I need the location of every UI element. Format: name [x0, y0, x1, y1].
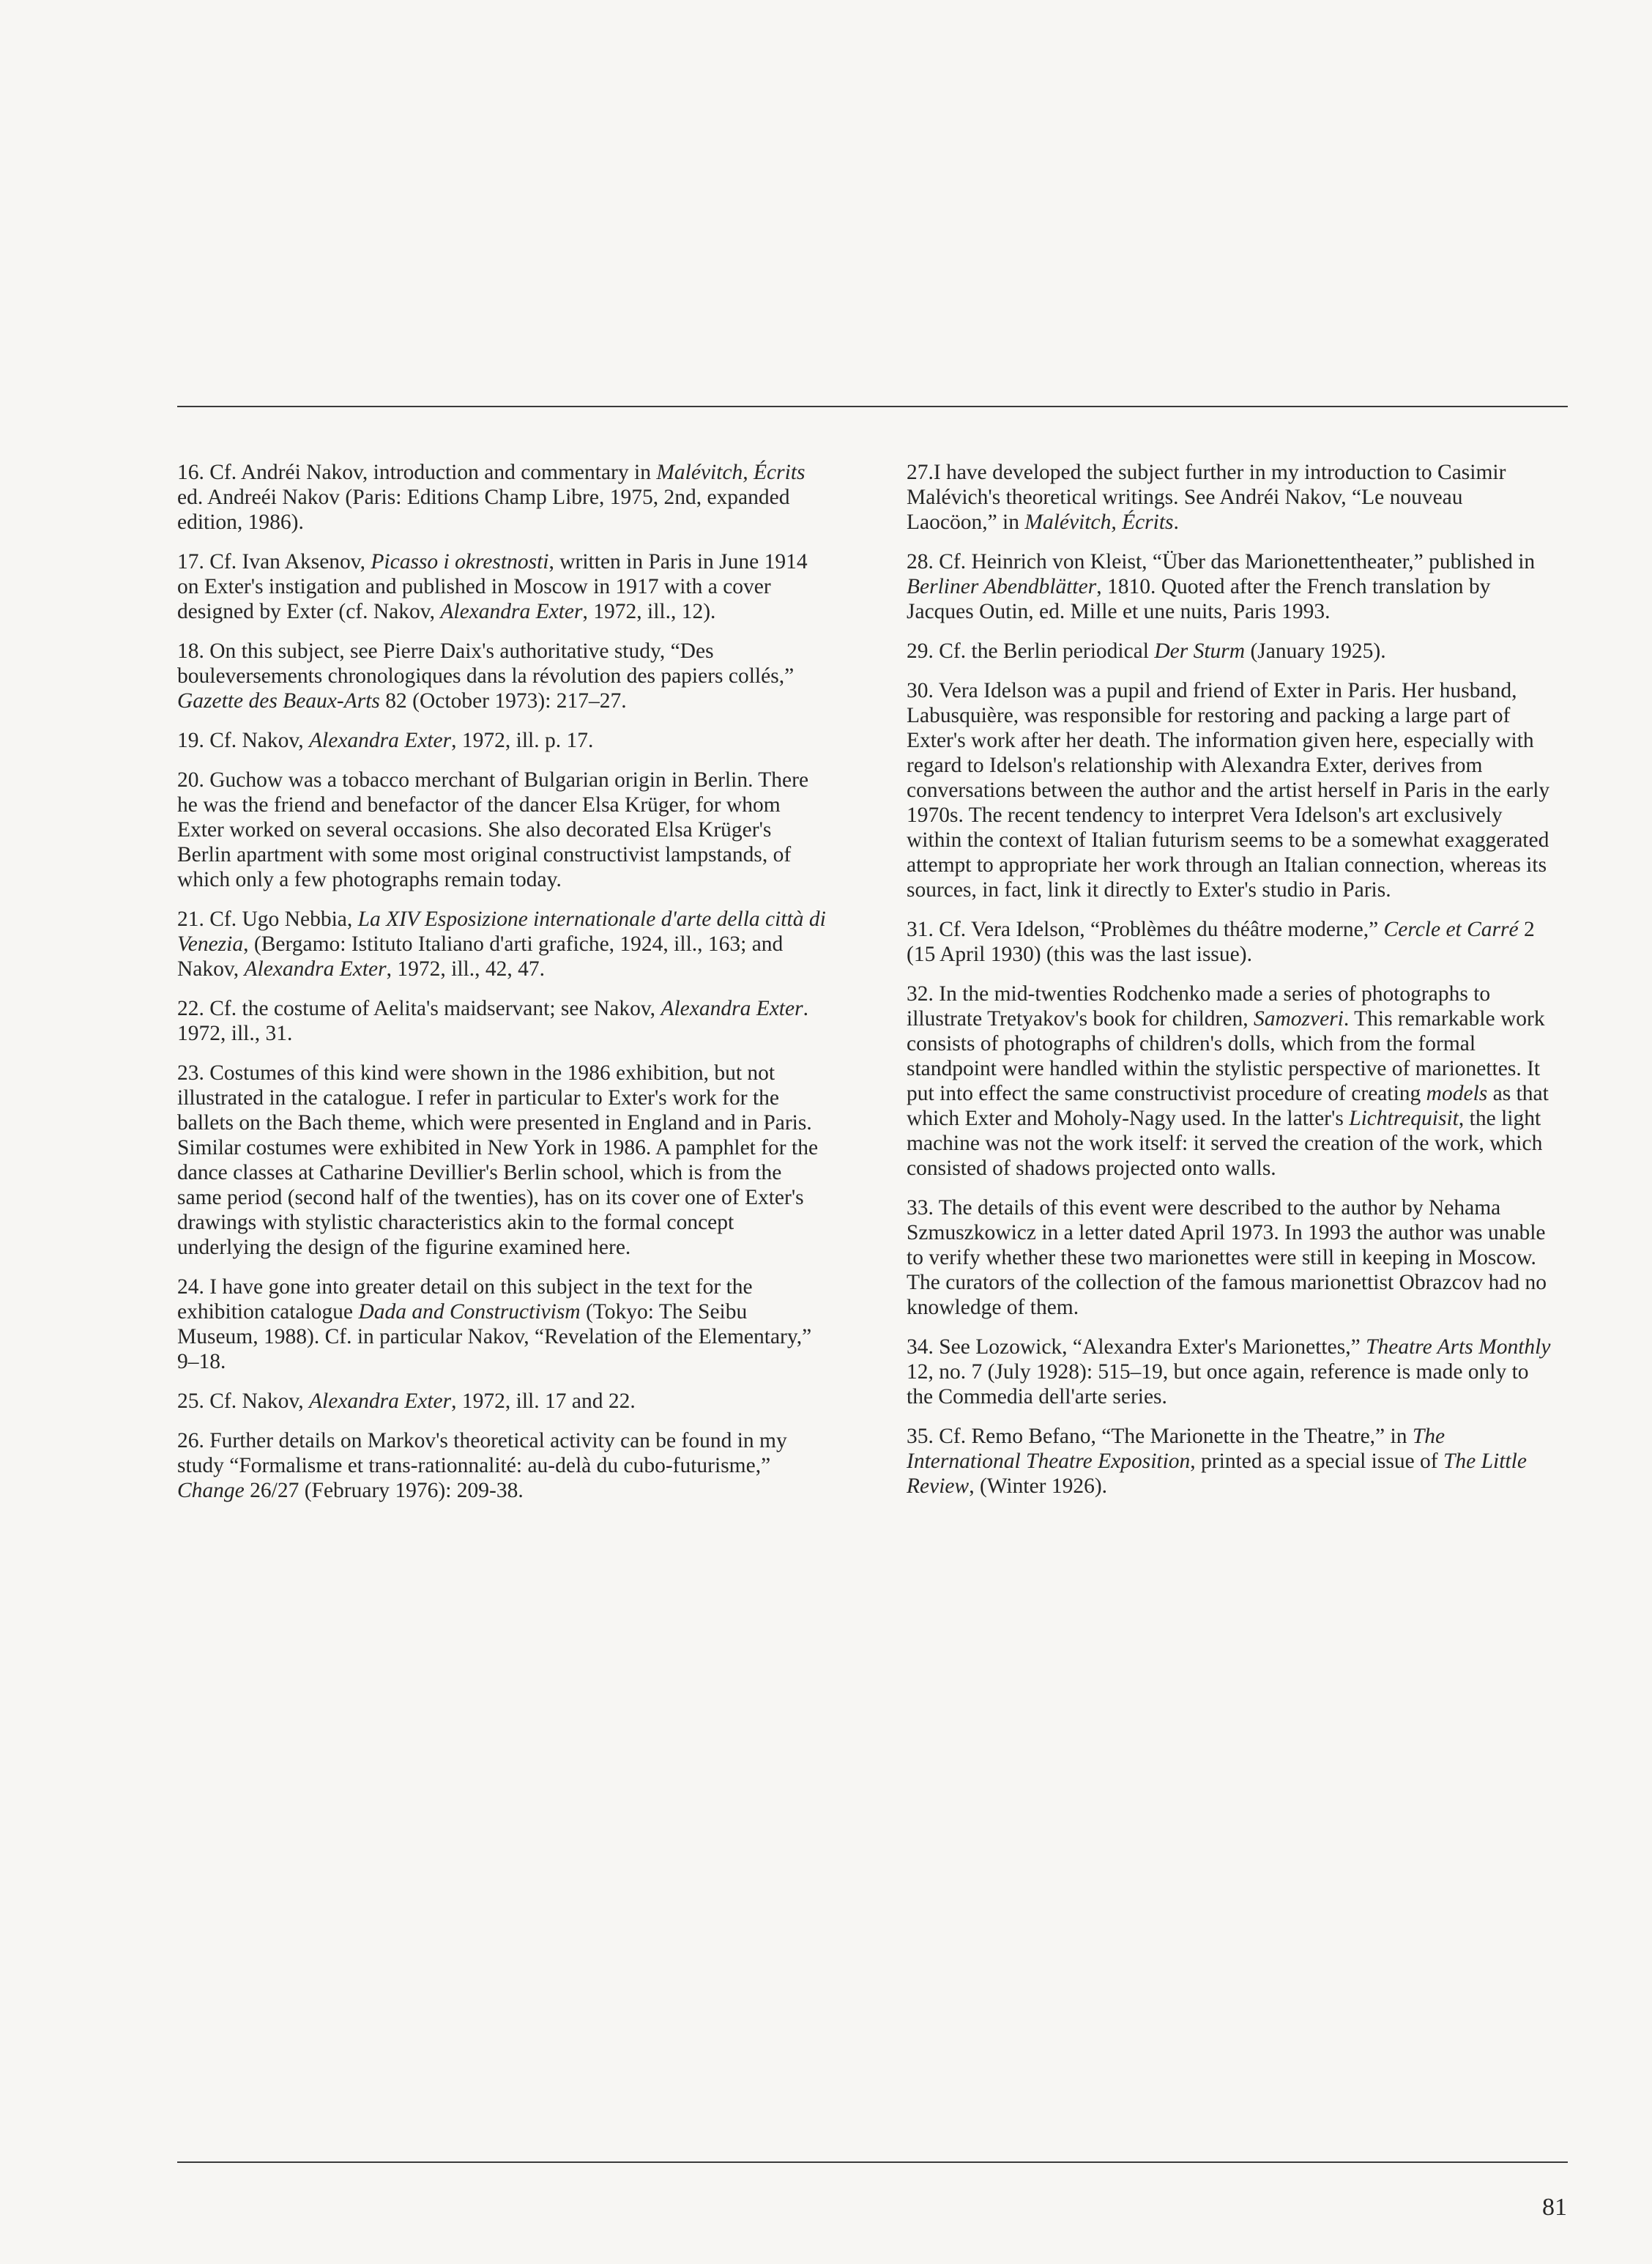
footnote-text: (Tokyo: The Seibu Museum, 1988). Cf. in particular Nakov, “Revelation of the Elementary,” 9–18. [177, 1300, 812, 1373]
footnote-text: , 1972, ill., 42, 47. [386, 957, 545, 981]
footnote-text: 27.I have developed the subject further in my introduction to Casimir Malévich's theoretical writings. See Andréi Nakov, “Le nouveau Laocöon,” in [907, 461, 1506, 534]
footnote-19 [177, 728, 829, 753]
notes-column-right [907, 460, 1558, 1513]
footnote-24 [177, 1274, 829, 1374]
footnote-text: 16. Cf. Andréi Nakov, introduction and commentary in [177, 461, 657, 484]
footnote-title-italic: Malévitch, Écrits [656, 461, 805, 484]
footnote-text: (January 1925). [1245, 639, 1386, 663]
footnote-text: 17. Cf. Ivan Aksenov, [177, 550, 371, 574]
footnote-text: 29. Cf. the Berlin periodical [907, 639, 1155, 663]
footnote-text: 19. Cf. Nakov, [177, 729, 309, 752]
footnote-23 [177, 1061, 829, 1260]
footnote-34 [907, 1335, 1558, 1409]
footnote-text: as that which Exter and Moholy-Nagy used. In the latter's [907, 1082, 1549, 1130]
footnote-title-italic: Picasso i okrestnosti [371, 550, 549, 574]
footnote-text: , (Bergamo: Istituto Italiano d'arti grafiche, 1924, ill., 163; and Nakov, [177, 932, 784, 981]
footnote-text: . This remarkable work consists of photographs of children's dolls, which from the formal standpoint were handled within the stylistic perspective of marionettes. It put into effect the same constructivist procedure of creating [907, 1007, 1545, 1105]
footnote-title-italic: Lichtrequisit [1349, 1107, 1459, 1130]
footnote-18 [177, 639, 829, 713]
footnote-title-italic: Der Sturm [1154, 639, 1246, 663]
footnote-28 [907, 549, 1558, 624]
footnote-text: , written in Paris in June 1914 on Exter's instigation and published in Moscow in 1917 with a cover designed by Exter (cf. Nakov, [177, 550, 808, 623]
footnote-30 [907, 678, 1558, 902]
footnote-text: 35. Cf. Remo Befano, “The Marionette in the Theatre,” in [907, 1425, 1413, 1448]
footnote-text: 31. Cf. Vera Idelson, “Problèmes du théâtre moderne,” [907, 918, 1384, 941]
footnote-text: 21. Cf. Ugo Nebbia, [177, 908, 358, 931]
top-rule [177, 406, 1568, 407]
footnote-title-italic: Theatre Arts Monthly [1366, 1335, 1551, 1359]
footnote-text: 26. Further details on Markov's theoretical activity can be found in my study “Formalisme et trans-rationnalité: au-delà du cubo-futurisme,” [177, 1429, 787, 1477]
footnote-20 [177, 768, 829, 892]
footnote-31 [907, 917, 1558, 967]
footnote-title-italic: Change [177, 1479, 245, 1502]
footnote-29 [907, 639, 1558, 664]
footnote-title-italic: Alexandra Exter [440, 600, 583, 623]
footnote-title-italic: The Little Review [907, 1450, 1527, 1498]
footnote-25 [177, 1389, 829, 1414]
footnote-35 [907, 1424, 1558, 1499]
footnote-text: , 1972, ill., 12). [582, 600, 716, 623]
footnote-title-italic: La XIV Esposizione internationale d'arte della città di Venezia [177, 908, 826, 956]
footnote-text: 23. Costumes of this kind were shown in the 1986 exhibition, but not illustrated in the catalogue. I refer in particular to Exter's work for the ballets on the Bach theme, which were presented in England and in Paris. Similar costumes were exhibited in New York in 1986. A pamphlet for the dance classes at Catharine Devillier's Berlin school, which is from the same period (second half of the twenties), has on its cover one of Exter's drawings with stylistic characteristics akin to the formal concept underlying the design of the figurine examined here. [177, 1061, 819, 1259]
footnote-text: 18. On this subject, see Pierre Daix's authoritative study, “Des bouleversements chronologiques dans la révolution des papiers collés,” [177, 639, 795, 688]
footnote-text: 82 (October 1973): 217–27. [379, 689, 627, 713]
footnote-title-italic: Berliner Abendblätter [907, 575, 1097, 598]
footnote-17 [177, 549, 829, 624]
footnote-text: 2 (15 April 1930) (this was the last issue). [907, 918, 1535, 966]
footnote-title-italic: Malévitch, Écrits [1024, 511, 1174, 534]
footnote-text: 34. See Lozowick, “Alexandra Exter's Marionettes,” [907, 1335, 1366, 1359]
footnote-title-italic: Dada and Constructivism [358, 1300, 581, 1324]
bottom-rule [177, 2161, 1568, 2163]
footnote-title-italic: Samozveri [1253, 1007, 1344, 1031]
footnote-text: , 1810. Quoted after the French translation by Jacques Outin, ed. Mille et une nuits, Paris 1993. [907, 575, 1491, 623]
footnote-text: . [1173, 511, 1179, 534]
footnote-title-italic: The International Theatre Exposition [907, 1425, 1446, 1473]
footnote-title-italic: Alexandra Exter [661, 997, 803, 1020]
notes-column-left [177, 460, 829, 1518]
footnote-text: , (Winter 1926). [969, 1474, 1108, 1498]
footnote-26 [177, 1428, 829, 1503]
footnote-text: 33. The details of this event were described to the author by Nehama Szmuszkowicz in a letter dated April 1973. In 1993 the author was unable to verify whether these two marionettes were still in keeping in Moscow. The curators of the collection of the famous marionettist Obrazcov had no knowledge of them. [907, 1196, 1547, 1319]
footnote-text: , 1972, ill. 17 and 22. [451, 1389, 636, 1413]
footnote-title-italic: Cercle et Carré [1383, 918, 1519, 941]
footnote-text: , the light machine was not the work itself: it served the creation of the work, which consisted of shadows projected onto walls. [907, 1107, 1543, 1180]
footnote-text: . 1972, ill., 31. [177, 997, 808, 1045]
footnote-text: 32. In the mid-twenties Rodchenko made a series of photographs to illustrate Tretyakov's book for children, [907, 982, 1491, 1031]
footnote-text: 30. Vera Idelson was a pupil and friend of Exter in Paris. Her husband, Labusquière, was responsible for restoring and packing a large part of Exter's work after her death. The information given here, especially with regard to Idelson's relationship with Alexandra Exter, derives from conversations between the author and the artist herself in Paris in the early 1970s. The recent tendency to interpret Vera Idelson's art exclusively within the context of Italian futurism seems to be a somewhat exaggerated attempt to appropriate her work through an Italian connection, whereas its sources, in fact, link it directly to Exter's studio in Paris. [907, 679, 1550, 902]
footnote-22 [177, 996, 829, 1046]
footnote-text: , printed as a special issue of [1190, 1450, 1443, 1473]
footnote-title-italic: Gazette des Beaux-Arts [177, 689, 380, 713]
page-number: 81 [1542, 2194, 1567, 2221]
footnote-text: 24. I have gone into greater detail on this subject in the text for the exhibition catalogue [177, 1275, 753, 1324]
footnote-title-italic: Alexandra Exter [308, 729, 452, 752]
footnote-16 [177, 460, 829, 535]
footnote-text: 12, no. 7 (July 1928): 515–19, but once again, reference is made only to the Commedia dell'arte series. [907, 1360, 1529, 1408]
footnote-title-italic: Alexandra Exter [244, 957, 387, 981]
footnote-text: 26/27 (February 1976): 209-38. [244, 1479, 524, 1502]
footnote-text: 25. Cf. Nakov, [177, 1389, 309, 1413]
footnote-text: , 1972, ill. p. 17. [451, 729, 594, 752]
footnote-text: ed. Andreéi Nakov (Paris: Editions Champ Libre, 1975, 2nd, expanded edition, 1986). [177, 486, 790, 534]
footnote-text: 20. Guchow was a tobacco merchant of Bulgarian origin in Berlin. There he was the friend and benefactor of the dancer Elsa Krüger, for whom Exter worked on several occasions. She also decorated Elsa Krüger's Berlin apartment with some most original constructivist lampstands, of which only a few photographs remain today. [177, 768, 809, 891]
footnote-27 [907, 460, 1558, 535]
footnote-33 [907, 1195, 1558, 1320]
footnote-21 [177, 907, 829, 981]
footnote-title-italic: models [1426, 1082, 1488, 1105]
footnote-text: 28. Cf. Heinrich von Kleist, “Über das Marionettentheater,” published in [907, 550, 1536, 574]
footnote-title-italic: Alexandra Exter [308, 1389, 452, 1413]
footnote-text: 22. Cf. the costume of Aelita's maidservant; see Nakov, [177, 997, 661, 1020]
footnote-32 [907, 981, 1558, 1181]
